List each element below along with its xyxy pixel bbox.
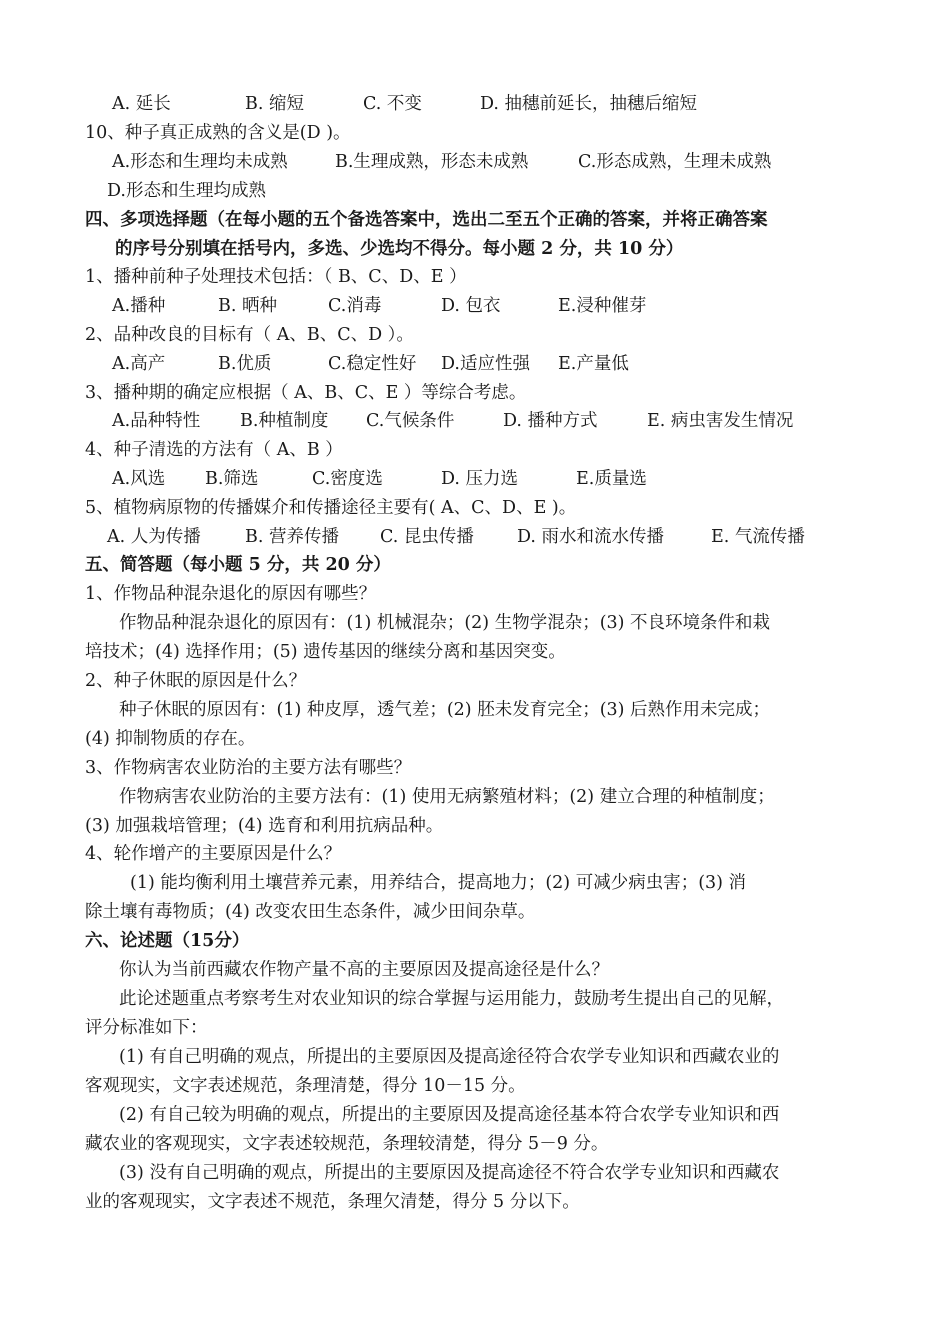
s5-a1-line2: 培技术；(4) 选择作用；(5) 遗传基因的继续分离和基因突变。 — [85, 642, 566, 662]
section4-heading-line2: 的序号分别填在括号内，多选、少选均不得分。每小题 2 分，共 10 分） — [115, 239, 684, 259]
s4-q4-stem: 4、种子清选的方法有（ A、B ） — [85, 440, 343, 460]
s4-q4-opt-a: A.风选 — [112, 469, 166, 489]
q9-option-d: D. 抽穗前延长，抽穗后缩短 — [480, 94, 698, 114]
s6-criterion1-line2: 客观现实，文字表述规范，条理清楚，得分 10－15 分。 — [85, 1076, 526, 1096]
s4-q4-opt-c: C.密度选 — [312, 469, 383, 489]
s4-q5-opt-b: B. 营养传播 — [245, 527, 339, 547]
s6-criterion2-line1: (2) 有自己较为明确的观点，所提出的主要原因及提高途径基本符合农学专业知识和西 — [119, 1105, 780, 1125]
s6-question: 你认为当前西藏农作物产量不高的主要原因及提高途径是什么？ — [119, 960, 609, 980]
s6-criterion3-line1: (3) 没有自己明确的观点，所提出的主要原因及提高途径不符合农学专业知识和西藏农 — [119, 1163, 780, 1183]
s4-q3-stem: 3、播种期的确定应根据（ A、B、C、E ）等综合考虑。 — [85, 383, 527, 403]
s4-q2-opt-e: E.产量低 — [558, 354, 629, 374]
s4-q3-opt-a: A.品种特性 — [112, 411, 201, 431]
q9-option-c: C. 不变 — [363, 94, 422, 114]
s4-q3-opt-e: E. 病虫害发生情况 — [647, 411, 794, 431]
q10-option-a: A.形态和生理均未成熟 — [112, 152, 288, 172]
s4-q2-opt-d: D.适应性强 — [441, 354, 530, 374]
s5-q2: 2、种子休眠的原因是什么？ — [85, 671, 307, 691]
s5-a4-line2: 除土壤有毒物质；(4) 改变农田生态条件，减少田间杂草。 — [85, 902, 536, 922]
s4-q1-stem: 1、播种前种子处理技术包括：（ B、C、D、E ） — [85, 267, 467, 287]
q9-option-b: B. 缩短 — [245, 94, 304, 114]
s5-q4: 4、轮作增产的主要原因是什么？ — [85, 844, 342, 864]
s6-intro-line1: 此论述题重点考察考生对农业知识的综合掌握与运用能力，鼓励考生提出自己的见解， — [119, 989, 784, 1009]
s4-q3-opt-b: B.种植制度 — [240, 411, 329, 431]
q10-option-c: C.形态成熟，生理未成熟 — [578, 152, 772, 172]
s4-q5-opt-d: D. 雨水和流水传播 — [517, 527, 665, 547]
s5-a1-line1: 作物品种混杂退化的原因有：(1) 机械混杂；(2) 生物学混杂；(3) 不良环境条件和栽 — [119, 613, 771, 633]
q10-option-b: B.生理成熟，形态未成熟 — [335, 152, 529, 172]
s4-q1-opt-d: D. 包衣 — [441, 296, 501, 316]
s4-q1-opt-b: B. 晒种 — [218, 296, 277, 316]
s4-q5-opt-c: C. 昆虫传播 — [380, 527, 474, 547]
s4-q5-opt-a: A. 人为传播 — [107, 527, 201, 547]
s4-q2-opt-a: A.高产 — [112, 354, 166, 374]
s5-a2-line1: 种子休眠的原因有：(1) 种皮厚，透气差；(2) 胚未发育完全；(3) 后熟作用未完成； — [119, 700, 771, 720]
s4-q1-opt-e: E.浸种催芽 — [558, 296, 647, 316]
q9-option-a: A. 延长 — [112, 94, 171, 114]
s4-q3-opt-c: C.气候条件 — [366, 411, 455, 431]
s4-q4-opt-e: E.质量选 — [576, 469, 647, 489]
s6-intro-line2: 评分标准如下： — [85, 1018, 208, 1038]
s5-q1: 1、作物品种混杂退化的原因有哪些？ — [85, 584, 377, 604]
s4-q5-opt-e: E. 气流传播 — [711, 527, 805, 547]
s5-a3-line2: (3) 加强栽培管理；(4) 选育和利用抗病品种。 — [85, 816, 444, 836]
s4-q4-opt-d: D. 压力选 — [441, 469, 519, 489]
section6-heading: 六、论述题（15分） — [85, 931, 250, 951]
s4-q3-opt-d: D. 播种方式 — [503, 411, 598, 431]
s6-criterion2-line2: 藏农业的客观现实，文字表述较规范，条理较清楚，得分 5－9 分。 — [85, 1134, 609, 1154]
s6-criterion1-line1: (1) 有自己明确的观点，所提出的主要原因及提高途径符合农学专业知识和西藏农业的 — [119, 1047, 780, 1067]
section5-heading: 五、简答题（每小题 5 分，共 20 分） — [85, 555, 391, 575]
s5-a3-line1: 作物病害农业防治的主要方法有：(1) 使用无病繁殖材料；(2) 建立合理的种植制度； — [119, 787, 775, 807]
s4-q1-opt-c: C.消毒 — [328, 296, 382, 316]
s4-q2-opt-b: B.优质 — [218, 354, 272, 374]
s5-a2-line2: (4) 抑制物质的存在。 — [85, 729, 256, 749]
section4-heading-line1: 四、多项选择题（在每小题的五个备选答案中，选出二至五个正确的答案，并将正确答案 — [85, 210, 768, 230]
s4-q5-stem: 5、植物病原物的传播媒介和传播途径主要有( A、C、D、E )。 — [85, 498, 577, 518]
s4-q2-opt-c: C.稳定性好 — [328, 354, 417, 374]
s5-a4-line1: (1) 能均衡利用土壤营养元素，用养结合，提高地力；(2) 可减少病虫害；(3) 消 — [130, 873, 747, 893]
s4-q1-opt-a: A.播种 — [112, 296, 166, 316]
s6-criterion3-line2: 业的客观现实，文字表述不规范，条理欠清楚，得分 5 分以下。 — [85, 1192, 580, 1212]
s4-q2-stem: 2、品种改良的目标有（ A、B、C、D ）。 — [85, 325, 414, 345]
q10-option-d: D.形态和生理均成熟 — [107, 181, 266, 201]
s4-q4-opt-b: B.筛选 — [205, 469, 259, 489]
q10-stem: 10、种子真正成熟的含义是(D )。 — [85, 123, 351, 143]
s5-q3: 3、作物病害农业防治的主要方法有哪些？ — [85, 758, 412, 778]
